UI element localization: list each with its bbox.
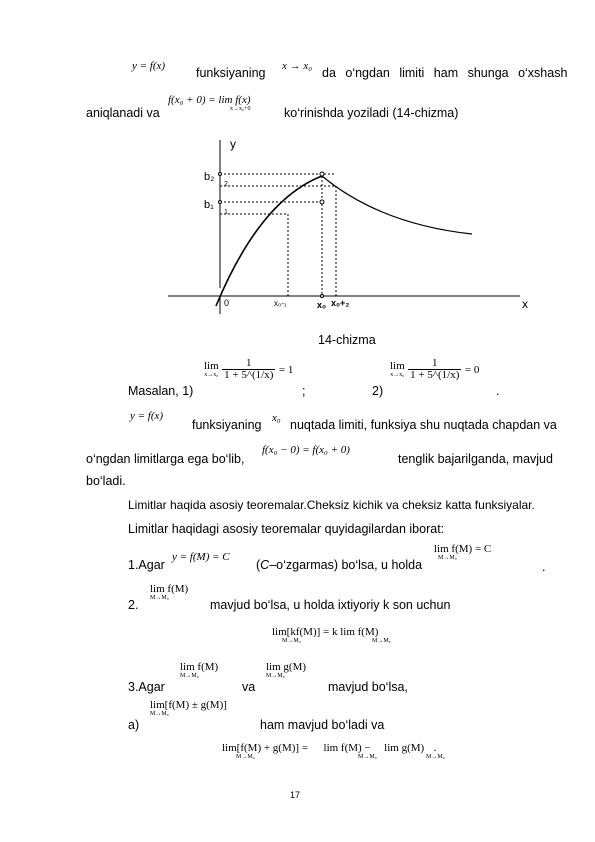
tick-x0 bbox=[321, 295, 324, 298]
formula-right-limit-body: f(x₀ + 0) = lim f(x) bbox=[168, 94, 251, 106]
item-a-formula bbox=[150, 700, 227, 717]
x-axis-label: x bbox=[522, 297, 528, 311]
item1-paren: ( bbox=[256, 558, 261, 572]
lim1-frac bbox=[222, 358, 275, 381]
example-2 bbox=[390, 358, 479, 381]
para2-formula-x0: x₀ bbox=[272, 412, 281, 424]
item2-text: mavjud bo‘lsa, u holda ixtiyoriy k son uchun bbox=[210, 598, 451, 612]
lim2-head: lim bbox=[390, 360, 405, 372]
figure-14 bbox=[160, 128, 540, 318]
item1-c-letter: C bbox=[260, 558, 270, 572]
item3-f-body: lim f(M) bbox=[180, 661, 219, 673]
item2-formula bbox=[150, 584, 188, 601]
lim2-frac bbox=[408, 358, 461, 381]
item1-text bbox=[256, 558, 422, 572]
lim1-group bbox=[204, 361, 219, 378]
item1-label: 1.Agar bbox=[128, 558, 165, 572]
examples-label: Masalan, 1) bbox=[128, 384, 194, 398]
tick-b1 bbox=[219, 201, 222, 204]
page-number: 17 bbox=[290, 790, 301, 800]
item3-formula-f bbox=[180, 662, 218, 679]
para2-text-b: nuqtada limiti, funksiya shu nuqtada chapdan va bbox=[290, 418, 557, 432]
item-a-under-a: M→M₀ bbox=[236, 754, 255, 760]
x0-plus-label: x₀+₂ bbox=[331, 298, 350, 308]
lim1-den: 1 + 5^(1/x) bbox=[224, 369, 274, 381]
item3-g-under: M→M₀ bbox=[266, 673, 285, 679]
item2-label: 2. bbox=[128, 598, 139, 612]
para2-formula-equal: f(x₀ − 0) = f(x₀ + 0) bbox=[262, 444, 350, 456]
left-branch-curve bbox=[216, 176, 322, 306]
lim2-result: = 0 bbox=[464, 363, 480, 376]
item-a-result-b: lim f(M) − bbox=[323, 742, 371, 754]
b1-label: b₁ bbox=[204, 199, 214, 211]
item3-va: va bbox=[242, 680, 256, 694]
tick-1-label: 1 bbox=[224, 209, 228, 216]
item1-formula: y = f(M) = C bbox=[172, 551, 230, 563]
item1-result-body: lim f(M) = C bbox=[434, 543, 492, 555]
item2-under-left: M→M₀ bbox=[282, 638, 301, 644]
item2-result bbox=[272, 624, 391, 644]
formula-right-limit bbox=[168, 92, 251, 112]
x0-label: x₀ bbox=[317, 300, 327, 310]
item3-g-body: lim g(M) bbox=[266, 661, 307, 673]
text-ongdan-limit: da o‘ngdan limiti ham shunga o‘xshash bbox=[322, 66, 568, 80]
lim1-result: = 1 bbox=[278, 363, 294, 376]
point-b2 bbox=[320, 172, 324, 176]
b2-label: b₂ bbox=[204, 171, 215, 183]
para2-text-a: funksiyaning bbox=[192, 418, 262, 432]
lim1-under: x→x₀ bbox=[204, 372, 219, 378]
item-a-under-b: M→M₀ bbox=[358, 754, 377, 760]
examples-label2: 2) bbox=[372, 384, 384, 398]
item-a-end: . bbox=[433, 742, 437, 754]
formula-right-limit-under: x→x₀+0 bbox=[230, 106, 251, 112]
figure-caption: 14-chizma bbox=[318, 333, 376, 347]
item3-f-group bbox=[180, 662, 218, 679]
item-a-result-a: lim[f(M) + g(M)] = bbox=[222, 742, 309, 754]
lim2-num: 1 bbox=[408, 358, 461, 370]
text-aniqlanadi: aniqlanadi va bbox=[86, 106, 160, 120]
item3-formula-g bbox=[266, 662, 306, 679]
item-a-text: ham mavjud bo‘ladi va bbox=[260, 718, 385, 732]
text-korinishda: ko‘rinishda yoziladi (14-chizma) bbox=[284, 106, 459, 120]
item1-result-group bbox=[434, 544, 491, 561]
lim2-under: x→x₀ bbox=[390, 372, 405, 378]
origin-label: 0 bbox=[224, 298, 230, 308]
item-a-label: a) bbox=[128, 718, 140, 732]
item3-f-under: M→M₀ bbox=[180, 673, 199, 679]
tick-2-label: 2 bbox=[224, 181, 228, 188]
example-1 bbox=[204, 358, 293, 381]
para2-text-e: bo‘ladi. bbox=[86, 474, 126, 488]
item-a-result bbox=[222, 740, 445, 760]
section-title: Limitlar haqida asosiy teoremalar.Cheksiz kichik va cheksiz katta funksiyalar. bbox=[128, 498, 535, 512]
item1-end: . bbox=[542, 560, 546, 574]
item3-g-group bbox=[266, 662, 306, 679]
x0-minus-label: x₀-₁ bbox=[274, 299, 287, 308]
item3-label: 3.Agar bbox=[128, 680, 165, 694]
para2-text-c: o‘ngdan limitlarga ega bo‘lib, bbox=[86, 452, 245, 466]
tick-b2 bbox=[219, 173, 222, 176]
formula-y-fx: y = f(x) bbox=[132, 60, 166, 72]
lim2-group bbox=[390, 361, 405, 378]
lim2-den: 1 + 5^(1/x) bbox=[410, 369, 460, 381]
right-branch-curve bbox=[322, 176, 472, 234]
item-a-formula-under: M→M₀ bbox=[150, 711, 169, 717]
item2-formula-under: M→M₀ bbox=[150, 595, 169, 601]
item1-result bbox=[434, 544, 491, 561]
examples-sep: ; bbox=[302, 384, 306, 398]
item2-formula-body: lim f(M) bbox=[150, 583, 189, 595]
item1-result-under: M→M₀ bbox=[438, 555, 457, 561]
item1-text-b: –o‘zgarmas) bo‘lsa, u holda bbox=[269, 558, 423, 572]
item3-text-end: mavjud bo‘lsa, bbox=[328, 680, 408, 694]
point-b1 bbox=[320, 200, 324, 204]
para2-formula-y-fx: y = f(x) bbox=[130, 410, 164, 422]
lim1-num: 1 bbox=[222, 358, 275, 370]
item-a-formula-body: lim[f(M) ± g(M)] bbox=[150, 699, 227, 711]
lim1-head: lim bbox=[204, 360, 219, 372]
para2-text-d: tenglik bajarilganda, mavjud bbox=[398, 452, 553, 466]
item2-formula-group bbox=[150, 584, 188, 601]
item-a-under-c: M→M₀ bbox=[426, 754, 445, 760]
item2-under-right: M→M₀ bbox=[372, 638, 391, 644]
examples-end: . bbox=[496, 384, 500, 398]
text-funksiyaning: funksiyaning bbox=[196, 66, 266, 80]
section-intro: Limitlar haqidagi asosiy teoremalar quyidagilardan iborat: bbox=[128, 522, 445, 536]
y-axis-label: y bbox=[230, 137, 236, 151]
item-a-formula-group bbox=[150, 700, 227, 717]
formula-x-to-x0: x → x₀ bbox=[282, 60, 313, 72]
item-a-result-c: lim g(M) bbox=[384, 742, 425, 754]
item2-result-body: lim[kf(M)] = k lim f(M) bbox=[272, 626, 379, 638]
